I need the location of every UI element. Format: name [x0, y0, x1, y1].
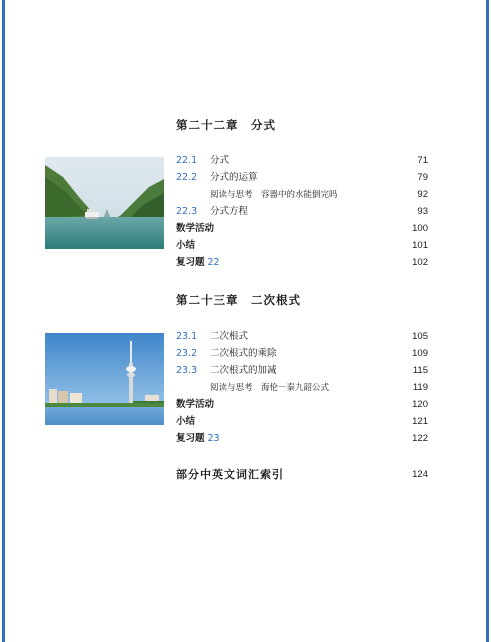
page-border-right — [486, 0, 489, 642]
toc-row-23-1[interactable] — [176, 329, 428, 345]
page-number: 122 — [412, 433, 428, 444]
toc-row-22-3[interactable] — [176, 204, 428, 220]
reading-title: 阅读与思考 容器中的水能倒完吗 — [210, 190, 338, 200]
page-number: 92 — [417, 189, 428, 200]
section-title: 分式方程 — [210, 206, 249, 217]
page-number: 101 — [412, 240, 428, 251]
section-number: 22.1 — [176, 155, 198, 166]
chapter-23-title: 第二十三章 二次根式 — [176, 293, 301, 307]
page-number: 105 — [412, 331, 428, 342]
reading-title: 阅读与思考 海伦－秦九韶公式 — [210, 383, 330, 393]
section-number: 23.3 — [176, 365, 198, 376]
section-title: 复习题 — [176, 433, 205, 444]
toc-row-22-activity[interactable] — [176, 221, 428, 237]
section-title: 数学活动 — [176, 223, 215, 234]
toc-row-index[interactable] — [176, 467, 428, 483]
page-number: 102 — [412, 257, 428, 268]
toc-row-22-reading[interactable] — [210, 187, 428, 203]
toc-row-23-summary[interactable] — [176, 414, 428, 430]
page-number: 93 — [417, 206, 428, 217]
page-number: 79 — [417, 172, 428, 183]
index-title: 部分中英文词汇索引 — [176, 468, 284, 481]
review-number: 23 — [207, 433, 220, 444]
tv-tower-photo — [45, 333, 164, 425]
toc-row-23-activity[interactable] — [176, 397, 428, 413]
page-number: 100 — [412, 223, 428, 234]
page-border-left — [2, 0, 5, 642]
section-title: 分式 — [210, 155, 230, 166]
section-number: 22.3 — [176, 206, 198, 217]
page-number: 124 — [412, 469, 428, 480]
section-title: 二次根式 — [210, 331, 249, 342]
page-number: 121 — [412, 416, 428, 427]
toc-row-23-2[interactable] — [176, 346, 428, 362]
page-number: 71 — [417, 155, 428, 166]
toc-row-23-reading[interactable] — [210, 380, 428, 396]
toc-row-22-review[interactable] — [176, 255, 428, 271]
section-title: 分式的运算 — [210, 172, 258, 183]
river-gorge-photo — [45, 157, 164, 249]
section-title: 数学活动 — [176, 399, 215, 410]
section-title: 二次根式的加减 — [210, 365, 277, 376]
page-number: 119 — [412, 382, 428, 393]
toc-row-22-1[interactable] — [176, 153, 428, 169]
section-number: 22.2 — [176, 172, 198, 183]
section-title: 二次根式的乘除 — [210, 348, 277, 359]
section-title: 复习题 — [176, 257, 205, 268]
toc-row-23-review[interactable] — [176, 431, 428, 447]
chapter-22-title: 第二十二章 分式 — [176, 118, 276, 132]
toc-row-22-2[interactable] — [176, 170, 428, 186]
page-number: 115 — [412, 365, 428, 376]
toc-row-22-summary[interactable] — [176, 238, 428, 254]
section-number: 23.1 — [176, 331, 198, 342]
review-number: 22 — [207, 257, 220, 268]
section-number: 23.2 — [176, 348, 198, 359]
page-number: 120 — [412, 399, 428, 410]
toc-row-23-3[interactable] — [176, 363, 428, 379]
section-title: 小结 — [176, 416, 196, 427]
section-title: 小结 — [176, 240, 196, 251]
page-number: 109 — [412, 348, 428, 359]
